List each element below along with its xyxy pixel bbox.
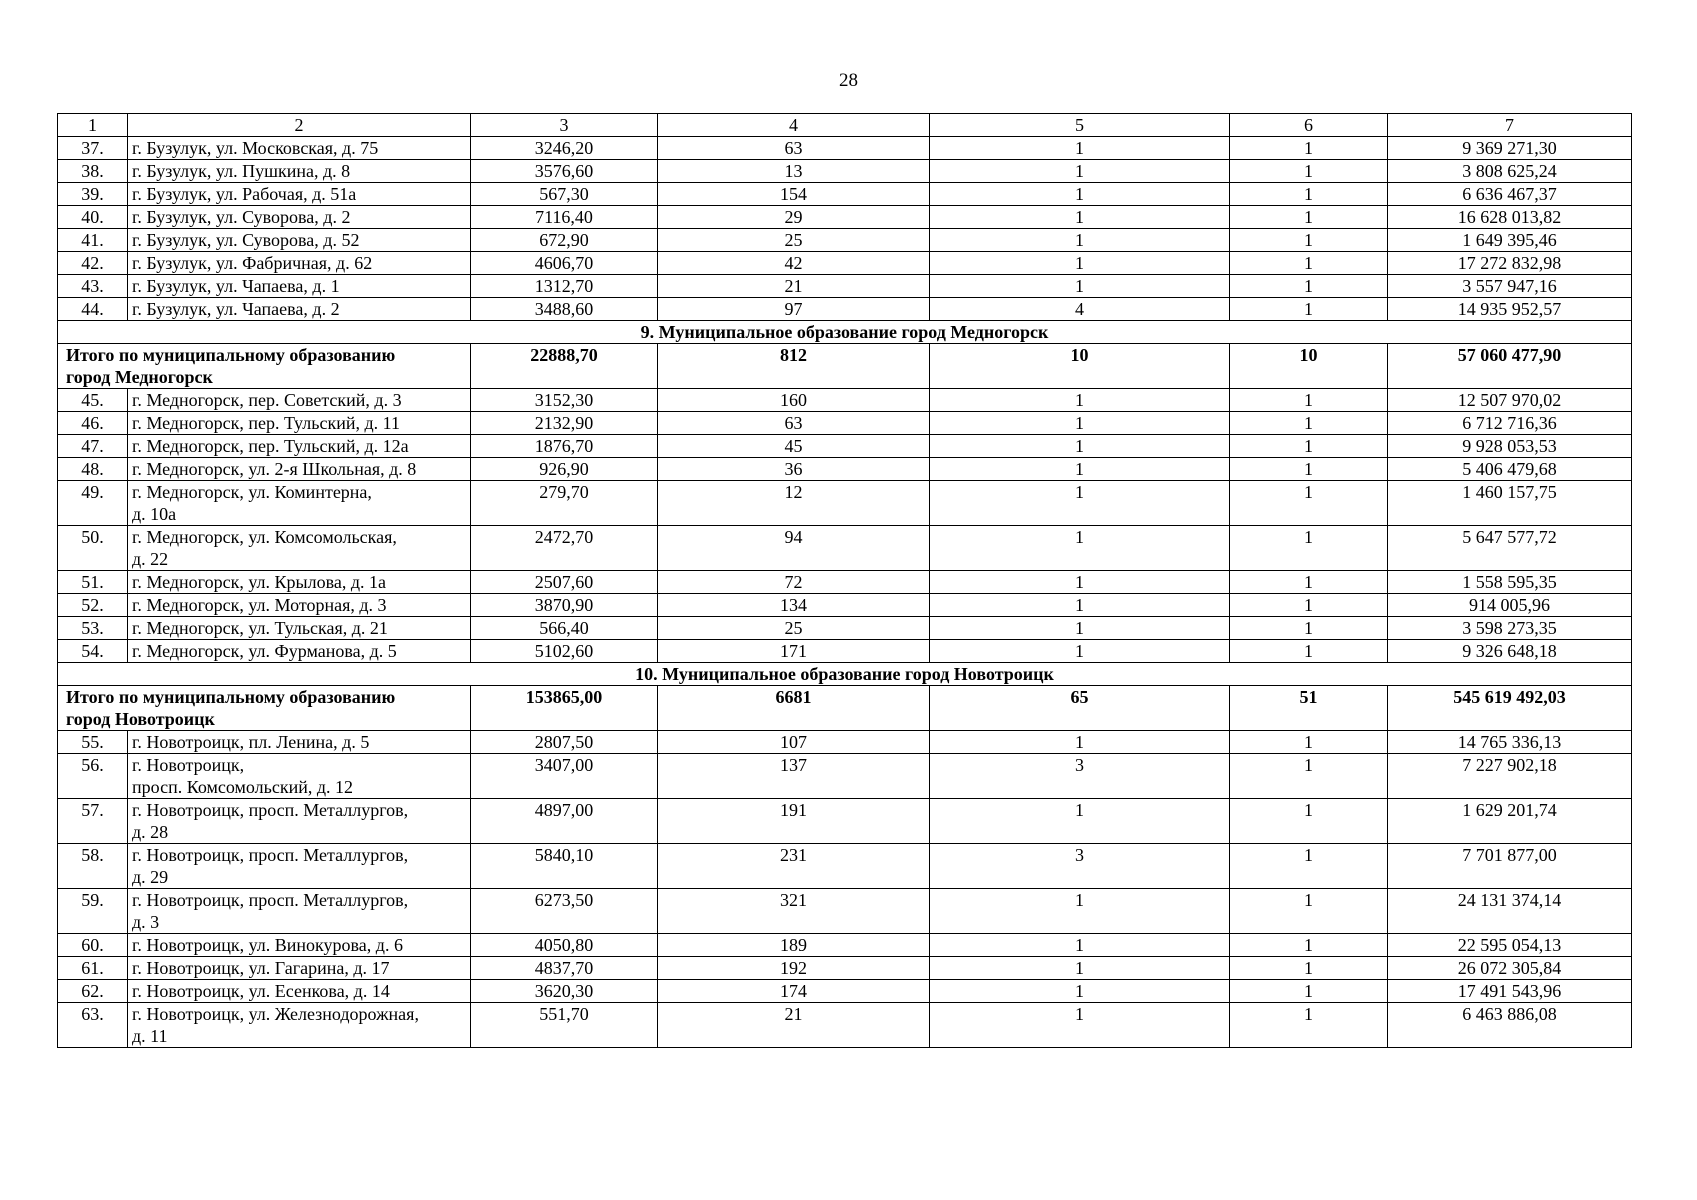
total-label <box>58 686 471 731</box>
residents-value: 29 <box>658 206 930 229</box>
area-value: 2807,50 <box>471 731 658 754</box>
address-line: д. 22 <box>132 549 169 569</box>
column-5-value: 1 <box>930 252 1230 275</box>
column-5-value: 1 <box>930 799 1230 844</box>
address-line: д. 28 <box>132 822 169 842</box>
row-number: 49. <box>58 481 128 526</box>
total-column-5: 65 <box>930 686 1230 731</box>
column-6-value: 1 <box>1230 412 1388 435</box>
column-5-value: 1 <box>930 275 1230 298</box>
row-number: 58. <box>58 844 128 889</box>
column-5-value: 1 <box>930 458 1230 481</box>
cost-value: 6 636 467,37 <box>1388 183 1632 206</box>
address <box>128 889 471 934</box>
table-row <box>58 799 1632 844</box>
residents-value: 21 <box>658 275 930 298</box>
column-6-value: 1 <box>1230 160 1388 183</box>
area-value: 2507,60 <box>471 571 658 594</box>
address <box>128 183 471 206</box>
address-line: просп. Комсомольский, д. 12 <box>132 777 354 797</box>
address <box>128 571 471 594</box>
row-number: 40. <box>58 206 128 229</box>
column-6-value: 1 <box>1230 844 1388 889</box>
total-column-6: 10 <box>1230 344 1388 389</box>
total-label <box>58 344 471 389</box>
address <box>128 640 471 663</box>
address <box>128 298 471 321</box>
area-value: 4897,00 <box>471 799 658 844</box>
cost-value: 26 072 305,84 <box>1388 957 1632 980</box>
residents-value: 321 <box>658 889 930 934</box>
table-row <box>58 229 1632 252</box>
cost-value: 22 595 054,13 <box>1388 934 1632 957</box>
column-5-value: 1 <box>930 481 1230 526</box>
column-5-value: 1 <box>930 934 1230 957</box>
column-6-value: 1 <box>1230 275 1388 298</box>
residents-value: 42 <box>658 252 930 275</box>
column-6-value: 1 <box>1230 980 1388 1003</box>
area-value: 566,40 <box>471 617 658 640</box>
address <box>128 160 471 183</box>
residents-value: 25 <box>658 229 930 252</box>
column-5-value: 1 <box>930 160 1230 183</box>
address-line: г. Бузулук, ул. Чапаева, д. 2 <box>132 299 340 319</box>
column-5-value: 1 <box>930 435 1230 458</box>
row-number: 55. <box>58 731 128 754</box>
area-value: 7116,40 <box>471 206 658 229</box>
column-number: 5 <box>930 114 1230 137</box>
residents-value: 154 <box>658 183 930 206</box>
column-5-value: 3 <box>930 754 1230 799</box>
total-area: 22888,70 <box>471 344 658 389</box>
address-line: г. Новотроицк, ул. Железнодорожная, <box>132 1004 419 1024</box>
table-row <box>58 844 1632 889</box>
cost-value: 5 406 479,68 <box>1388 458 1632 481</box>
area-value: 3152,30 <box>471 389 658 412</box>
address-line: г. Бузулук, ул. Рабочая, д. 51а <box>132 184 357 204</box>
area-value: 926,90 <box>471 458 658 481</box>
column-6-value: 1 <box>1230 1003 1388 1048</box>
address-line: г. Медногорск, ул. Моторная, д. 3 <box>132 595 387 615</box>
area-value: 279,70 <box>471 481 658 526</box>
address <box>128 412 471 435</box>
total-label-line: Итого по муниципальному образованию <box>66 345 396 365</box>
section-total-row <box>58 686 1632 731</box>
row-number: 38. <box>58 160 128 183</box>
residents-value: 72 <box>658 571 930 594</box>
table-row <box>58 298 1632 321</box>
address-line: д. 11 <box>132 1026 168 1046</box>
address <box>128 799 471 844</box>
residents-value: 137 <box>658 754 930 799</box>
table-row <box>58 594 1632 617</box>
cost-value: 9 928 053,53 <box>1388 435 1632 458</box>
column-5-value: 4 <box>930 298 1230 321</box>
residents-value: 21 <box>658 1003 930 1048</box>
row-number: 42. <box>58 252 128 275</box>
column-6-value: 1 <box>1230 754 1388 799</box>
area-value: 1876,70 <box>471 435 658 458</box>
column-number: 6 <box>1230 114 1388 137</box>
address <box>128 1003 471 1048</box>
column-6-value: 1 <box>1230 206 1388 229</box>
table-row <box>58 252 1632 275</box>
column-6-value: 1 <box>1230 957 1388 980</box>
address <box>128 934 471 957</box>
area-value: 4606,70 <box>471 252 658 275</box>
address-line: г. Медногорск, ул. 2-я Школьная, д. 8 <box>132 459 417 479</box>
column-6-value: 1 <box>1230 458 1388 481</box>
residents-value: 189 <box>658 934 930 957</box>
row-number: 59. <box>58 889 128 934</box>
area-value: 5840,10 <box>471 844 658 889</box>
address-line: г. Медногорск, пер. Тульский, д. 11 <box>132 413 400 433</box>
residents-value: 63 <box>658 412 930 435</box>
area-value: 6273,50 <box>471 889 658 934</box>
residents-value: 12 <box>658 481 930 526</box>
address-line: г. Медногорск, ул. Тульская, д. 21 <box>132 618 388 638</box>
total-area: 153865,00 <box>471 686 658 731</box>
area-value: 3576,60 <box>471 160 658 183</box>
address-line: г. Бузулук, ул. Суворова, д. 2 <box>132 207 351 227</box>
table-row <box>58 435 1632 458</box>
address-line: г. Новотроицк, ул. Гагарина, д. 17 <box>132 958 390 978</box>
cost-value: 17 272 832,98 <box>1388 252 1632 275</box>
address <box>128 435 471 458</box>
column-number: 1 <box>58 114 128 137</box>
column-5-value: 3 <box>930 844 1230 889</box>
address <box>128 229 471 252</box>
row-number: 39. <box>58 183 128 206</box>
address-line: г. Новотроицк, <box>132 755 245 775</box>
address <box>128 137 471 160</box>
table-row <box>58 754 1632 799</box>
table-row <box>58 481 1632 526</box>
residents-value: 97 <box>658 298 930 321</box>
address-line: г. Бузулук, ул. Московская, д. 75 <box>132 138 379 158</box>
area-value: 4837,70 <box>471 957 658 980</box>
address-line: г. Новотроицк, просп. Металлургов, <box>132 845 409 865</box>
total-cost: 57 060 477,90 <box>1388 344 1632 389</box>
column-6-value: 1 <box>1230 435 1388 458</box>
table-row <box>58 934 1632 957</box>
column-5-value: 1 <box>930 594 1230 617</box>
table-row <box>58 980 1632 1003</box>
row-number: 61. <box>58 957 128 980</box>
table-row <box>58 458 1632 481</box>
column-number: 4 <box>658 114 930 137</box>
table-row <box>58 1003 1632 1048</box>
row-number: 41. <box>58 229 128 252</box>
row-number: 45. <box>58 389 128 412</box>
cost-value: 12 507 970,02 <box>1388 389 1632 412</box>
column-5-value: 1 <box>930 1003 1230 1048</box>
residents-value: 36 <box>658 458 930 481</box>
address <box>128 275 471 298</box>
column-6-value: 1 <box>1230 889 1388 934</box>
address-line: г. Медногорск, пер. Советский, д. 3 <box>132 390 402 410</box>
column-6-value: 1 <box>1230 571 1388 594</box>
residents-value: 13 <box>658 160 930 183</box>
area-value: 2472,70 <box>471 526 658 571</box>
row-number: 63. <box>58 1003 128 1048</box>
address-line: д. 29 <box>132 867 169 887</box>
row-number: 54. <box>58 640 128 663</box>
address <box>128 594 471 617</box>
column-5-value: 1 <box>930 617 1230 640</box>
address-line: г. Новотроицк, пл. Ленина, д. 5 <box>132 732 370 752</box>
column-6-value: 1 <box>1230 617 1388 640</box>
address-line: г. Новотроицк, ул. Есенкова, д. 14 <box>132 981 390 1001</box>
row-number: 48. <box>58 458 128 481</box>
cost-value: 7 701 877,00 <box>1388 844 1632 889</box>
total-column-5: 10 <box>930 344 1230 389</box>
residents-value: 192 <box>658 957 930 980</box>
residents-value: 25 <box>658 617 930 640</box>
housing-table <box>57 113 1632 1048</box>
section-heading-row <box>58 663 1632 686</box>
column-5-value: 1 <box>930 183 1230 206</box>
row-number: 60. <box>58 934 128 957</box>
column-6-value: 1 <box>1230 183 1388 206</box>
column-6-value: 1 <box>1230 526 1388 571</box>
cost-value: 14 765 336,13 <box>1388 731 1632 754</box>
address-line: г. Новотроицк, просп. Металлургов, <box>132 800 409 820</box>
cost-value: 1 649 395,46 <box>1388 229 1632 252</box>
cost-value: 16 628 013,82 <box>1388 206 1632 229</box>
area-value: 3488,60 <box>471 298 658 321</box>
residents-value: 231 <box>658 844 930 889</box>
cost-value: 6 463 886,08 <box>1388 1003 1632 1048</box>
residents-value: 107 <box>658 731 930 754</box>
address-line: г. Медногорск, ул. Комсомольская, <box>132 527 397 547</box>
area-value: 3407,00 <box>471 754 658 799</box>
total-label-line: город Медногорск <box>66 367 213 387</box>
cost-value: 7 227 902,18 <box>1388 754 1632 799</box>
column-5-value: 1 <box>930 206 1230 229</box>
column-5-value: 1 <box>930 526 1230 571</box>
column-number-row <box>58 114 1632 137</box>
total-cost: 545 619 492,03 <box>1388 686 1632 731</box>
cost-value: 1 460 157,75 <box>1388 481 1632 526</box>
area-value: 1312,70 <box>471 275 658 298</box>
row-number: 62. <box>58 980 128 1003</box>
cost-value: 3 808 625,24 <box>1388 160 1632 183</box>
column-6-value: 1 <box>1230 731 1388 754</box>
page-number: 28 <box>839 70 858 91</box>
address <box>128 458 471 481</box>
area-value: 551,70 <box>471 1003 658 1048</box>
total-residents: 6681 <box>658 686 930 731</box>
area-value: 3246,20 <box>471 137 658 160</box>
address <box>128 754 471 799</box>
total-column-6: 51 <box>1230 686 1388 731</box>
table-row <box>58 526 1632 571</box>
residents-value: 134 <box>658 594 930 617</box>
residents-value: 160 <box>658 389 930 412</box>
address <box>128 617 471 640</box>
table-row <box>58 617 1632 640</box>
column-5-value: 1 <box>930 389 1230 412</box>
residents-value: 174 <box>658 980 930 1003</box>
residents-value: 94 <box>658 526 930 571</box>
cost-value: 1 558 595,35 <box>1388 571 1632 594</box>
area-value: 2132,90 <box>471 412 658 435</box>
row-number: 53. <box>58 617 128 640</box>
cost-value: 3 598 273,35 <box>1388 617 1632 640</box>
column-6-value: 1 <box>1230 389 1388 412</box>
table-row <box>58 571 1632 594</box>
total-label-line: Итого по муниципальному образованию <box>66 687 396 707</box>
area-value: 3870,90 <box>471 594 658 617</box>
address-line: г. Новотроицк, просп. Металлургов, <box>132 890 409 910</box>
residents-value: 171 <box>658 640 930 663</box>
cost-value: 914 005,96 <box>1388 594 1632 617</box>
cost-value: 9 369 271,30 <box>1388 137 1632 160</box>
column-5-value: 1 <box>930 137 1230 160</box>
row-number: 46. <box>58 412 128 435</box>
row-number: 57. <box>58 799 128 844</box>
column-5-value: 1 <box>930 731 1230 754</box>
address-line: г. Бузулук, ул. Чапаева, д. 1 <box>132 276 340 296</box>
column-6-value: 1 <box>1230 252 1388 275</box>
cost-value: 6 712 716,36 <box>1388 412 1632 435</box>
address-line: г. Бузулук, ул. Суворова, д. 52 <box>132 230 360 250</box>
cost-value: 1 629 201,74 <box>1388 799 1632 844</box>
row-number: 52. <box>58 594 128 617</box>
address-line: д. 3 <box>132 912 160 932</box>
residents-value: 191 <box>658 799 930 844</box>
table-row <box>58 160 1632 183</box>
column-5-value: 1 <box>930 229 1230 252</box>
column-6-value: 1 <box>1230 934 1388 957</box>
section-total-row <box>58 344 1632 389</box>
table-row <box>58 275 1632 298</box>
column-5-value: 1 <box>930 571 1230 594</box>
column-number: 2 <box>128 114 471 137</box>
row-number: 47. <box>58 435 128 458</box>
residents-value: 63 <box>658 137 930 160</box>
table-row <box>58 137 1632 160</box>
cost-value: 9 326 648,18 <box>1388 640 1632 663</box>
address-line: д. 10а <box>132 504 177 524</box>
column-5-value: 1 <box>930 957 1230 980</box>
row-number: 56. <box>58 754 128 799</box>
section-heading-row <box>58 321 1632 344</box>
total-label-line: город Новотроицк <box>66 709 215 729</box>
address <box>128 206 471 229</box>
column-5-value: 1 <box>930 889 1230 934</box>
cost-value: 24 131 374,14 <box>1388 889 1632 934</box>
total-residents: 812 <box>658 344 930 389</box>
cost-value: 3 557 947,16 <box>1388 275 1632 298</box>
column-6-value: 1 <box>1230 137 1388 160</box>
table-row <box>58 389 1632 412</box>
table-row <box>58 183 1632 206</box>
cost-value: 5 647 577,72 <box>1388 526 1632 571</box>
column-6-value: 1 <box>1230 229 1388 252</box>
row-number: 50. <box>58 526 128 571</box>
address-line: г. Новотроицк, ул. Винокурова, д. 6 <box>132 935 403 955</box>
column-6-value: 1 <box>1230 481 1388 526</box>
column-6-value: 1 <box>1230 799 1388 844</box>
area-value: 672,90 <box>471 229 658 252</box>
area-value: 5102,60 <box>471 640 658 663</box>
row-number: 37. <box>58 137 128 160</box>
address-line: г. Медногорск, ул. Крылова, д. 1а <box>132 572 387 592</box>
table-row <box>58 957 1632 980</box>
column-5-value: 1 <box>930 412 1230 435</box>
column-6-value: 1 <box>1230 640 1388 663</box>
area-value: 3620,30 <box>471 980 658 1003</box>
address <box>128 526 471 571</box>
section-title: 10. Муниципальное образование город Новотроицк <box>58 663 1632 686</box>
address-line: г. Бузулук, ул. Фабричная, д. 62 <box>132 253 373 273</box>
address <box>128 731 471 754</box>
residents-value: 45 <box>658 435 930 458</box>
column-5-value: 1 <box>930 640 1230 663</box>
address <box>128 389 471 412</box>
address-line: г. Медногорск, ул. Фурманова, д. 5 <box>132 641 397 661</box>
table-row <box>58 206 1632 229</box>
area-value: 4050,80 <box>471 934 658 957</box>
cost-value: 14 935 952,57 <box>1388 298 1632 321</box>
address <box>128 252 471 275</box>
address <box>128 481 471 526</box>
table-row <box>58 731 1632 754</box>
address-line: г. Медногорск, ул. Коминтерна, <box>132 482 372 502</box>
address-line: г. Медногорск, пер. Тульский, д. 12а <box>132 436 409 456</box>
table-row <box>58 412 1632 435</box>
column-number: 3 <box>471 114 658 137</box>
address <box>128 980 471 1003</box>
address <box>128 957 471 980</box>
cost-value: 17 491 543,96 <box>1388 980 1632 1003</box>
table-row <box>58 640 1632 663</box>
column-6-value: 1 <box>1230 298 1388 321</box>
address <box>128 844 471 889</box>
row-number: 51. <box>58 571 128 594</box>
table-row <box>58 889 1632 934</box>
column-number: 7 <box>1388 114 1632 137</box>
row-number: 43. <box>58 275 128 298</box>
section-title: 9. Муниципальное образование город Медногорск <box>58 321 1632 344</box>
column-5-value: 1 <box>930 980 1230 1003</box>
column-6-value: 1 <box>1230 594 1388 617</box>
address-line: г. Бузулук, ул. Пушкина, д. 8 <box>132 161 351 181</box>
area-value: 567,30 <box>471 183 658 206</box>
row-number: 44. <box>58 298 128 321</box>
